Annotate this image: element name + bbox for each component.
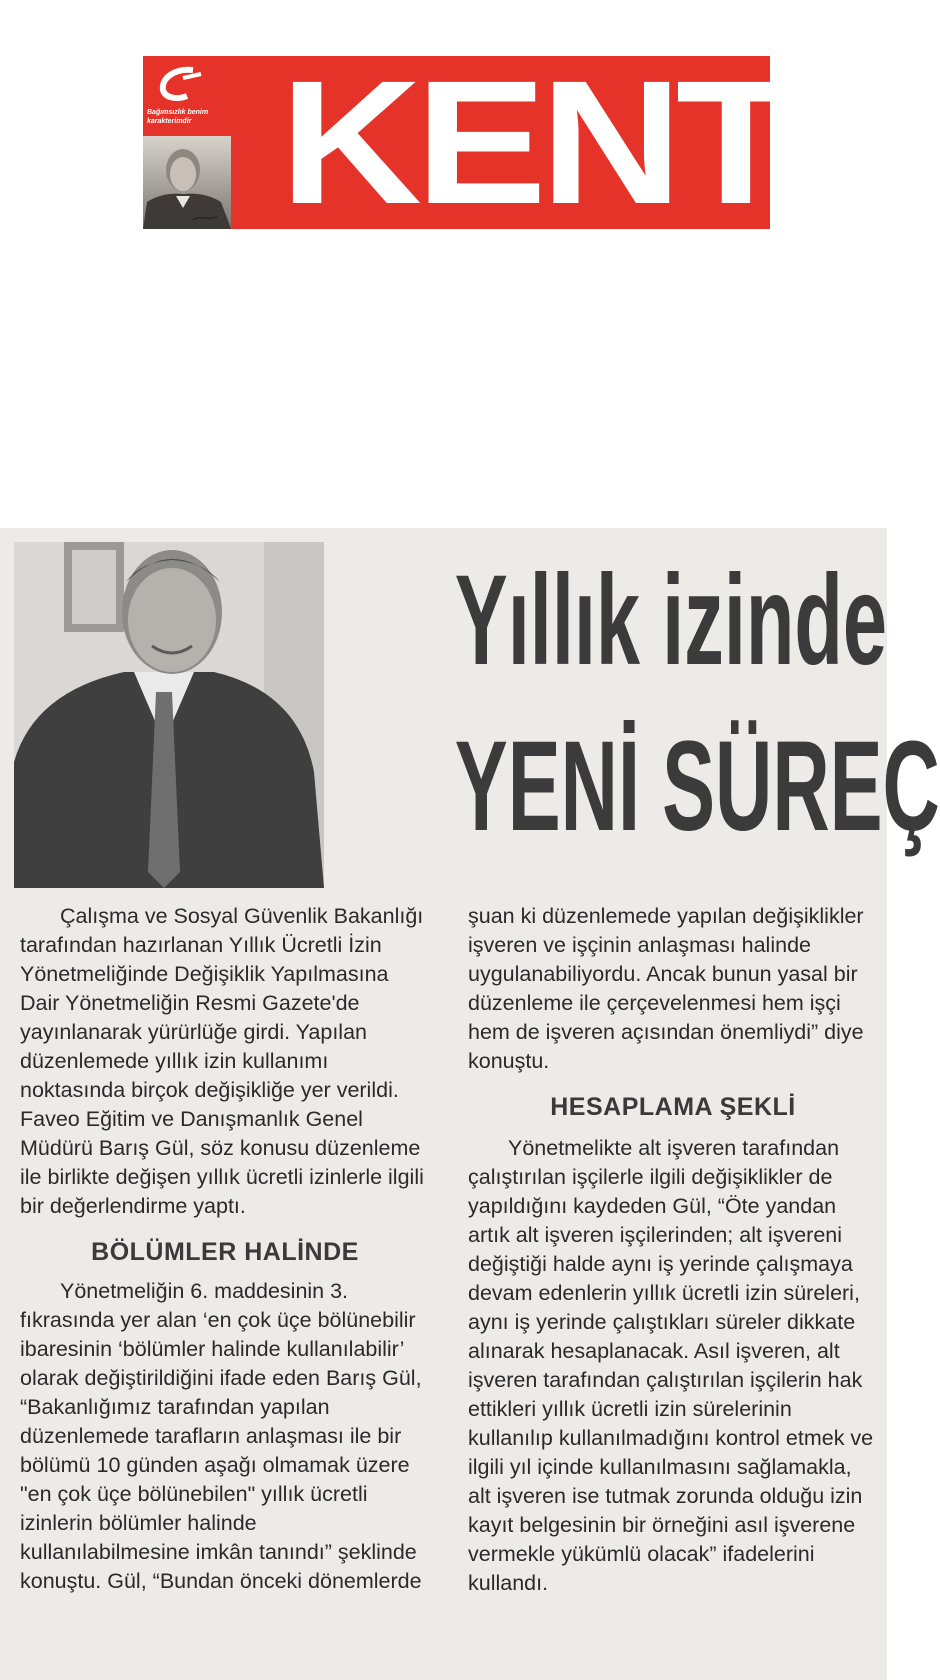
article-paragraph: Yönetmelikte alt işveren tarafından çalıştırılan işçilerle ilgili değişiklikler de yapıldığını kaydeden Gül, “Öte yandan artık alt işveren işçilerinden; alt işvereni değiştiği halde aynı iş yerinde çalışmaya devam edenlerin yıllık ücretli izin süreleri, aynı iş yerinde çalıştıkları süreler dikkate alınarak hesaplanacak. Asıl işveren, alt işveren tarafından çalıştırılan işçilerin hak ettikleri yıllık ücretli izin sürelerinin kullanılıp kullanılmadığını kontrol etmek ve ilgili yıl içinde kullanılmasını sağlamakla, alt işveren ise tutmak zorunda olduğu izin kayıt belgesinin bir örneğini asıl işverene vermekle yükümlü olacak” ifadelerini kullandı. (468, 1136, 874, 1595)
headline-line-2: YENİ SÜREÇ (454, 715, 940, 858)
masthead-motto: Bağımsızlık benim karakterimdir (147, 109, 209, 125)
article-column-1 (20, 902, 430, 1596)
article-paragraph: şuan ki düzenlemede yapılan değişiklikler işveren ve işçinin anlaşması halinde uygulanabiliyordu. Ancak bunun yasal bir düzenleme ile çerçevelenmesi hem işçi hem de işveren açısından önemliydi” diye konuştu. (468, 904, 864, 1073)
portrait-photo (14, 542, 324, 888)
article-column-2 (468, 902, 878, 1598)
article-paragraph: Çalışma ve Sosyal Güvenlik Bakanlığı tarafından hazırlanan Yıllık Ücretli İzin Yönetmeliğinde Değişiklik Yapılmasına Dair Yönetmeliğin Resmi Gazete'de yayınlanarak yürürlüğe girdi. Yapılan düzenlemede yıllık izin kullanımı noktasında birçok değişikliğe yer verildi. Faveo Eğitim ve Danışmanlık Genel Müdürü Barış Gül, söz konusu düzenleme ile birlikte değişen yıllık ücretli izinlerle ilgili bir değerlendirme yaptı. (20, 904, 424, 1218)
news-clipping (0, 528, 940, 1680)
article-paragraph: Yönetmeliğin 6. maddesinin 3. fıkrasında yer alan ‘en çok üçe bölünebilir ibaresinin ‘bölümler halinde kullanılabilir’ olarak değiştirildiğini ifade eden Barış Gül, “Bakanlığımız tarafından yapılan düzenlemede tarafların anlaşması ile bir bölümü 10 günden aşağı olmamak üzere "en çok üçe bölünebilen" yıllık ücretli izinlerin bölümler halinde kullanılabilmesine imkân tanındı” şeklinde konuştu. Gül, “Bundan önceki dönemlerde (20, 1279, 422, 1593)
article-headline (356, 538, 940, 870)
section-subhead: BÖLÜMLER HALİNDE (91, 1238, 359, 1266)
headline-line-1: Yıllık izinde (454, 549, 887, 692)
masthead-left-panel (143, 56, 231, 229)
ataturk-portrait-image (143, 136, 231, 229)
masthead-title: KENT (279, 45, 790, 241)
newspaper-logo-icon (153, 64, 209, 104)
section-subhead: HESAPLAMA ŞEKLİ (550, 1093, 796, 1121)
newspaper-masthead (143, 45, 790, 241)
